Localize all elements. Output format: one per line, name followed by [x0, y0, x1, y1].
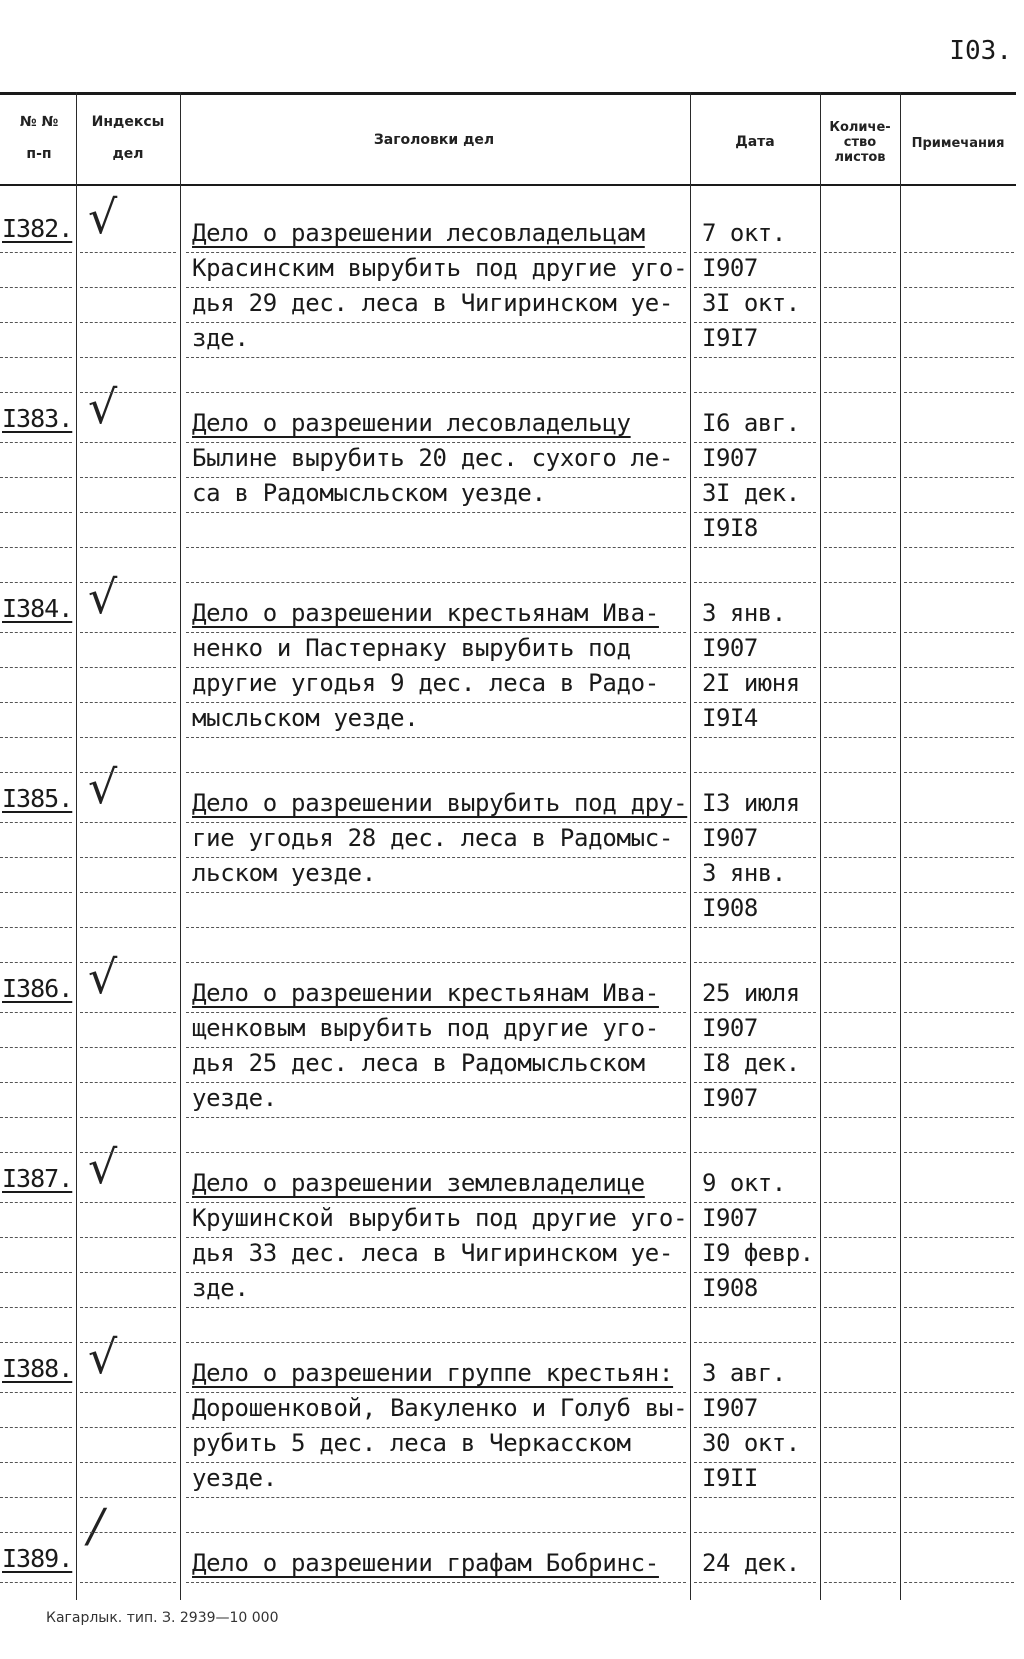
ruled-line — [824, 667, 896, 668]
ruled-line — [904, 1392, 1014, 1393]
ruled-line — [694, 927, 816, 928]
ruled-line — [824, 442, 896, 443]
ruled-line — [80, 702, 176, 703]
header-bottom-border — [0, 184, 1016, 186]
header-sheets: Количе- ство листов — [829, 120, 891, 165]
ruled-line — [0, 477, 72, 478]
ruled-line — [80, 392, 176, 393]
ruled-line — [824, 1427, 896, 1428]
ruled-line — [694, 1117, 816, 1118]
ruled-line — [186, 737, 686, 738]
ruled-line — [904, 1012, 1014, 1013]
ruled-line — [904, 477, 1014, 478]
ruled-line — [186, 1202, 686, 1203]
ruled-line — [186, 1307, 686, 1308]
ruled-line — [0, 632, 72, 633]
ruled-line — [80, 892, 176, 893]
ruled-line — [824, 1342, 896, 1343]
header-date: Дата — [735, 134, 775, 150]
ruled-line — [0, 1012, 72, 1013]
ruled-line — [694, 1427, 816, 1428]
entry-row — [0, 1140, 1016, 1338]
ruled-line — [80, 1392, 176, 1393]
ruled-line — [80, 1532, 176, 1533]
checkmark-icon: √ — [88, 760, 118, 814]
ruled-line — [0, 1342, 72, 1343]
entry-title: Дело о разрешении землевладелице Крушинской вырубить под другие уго- дья 33 дес. леса в Чигиринском уе- зде. — [192, 1169, 688, 1302]
entry-dates: I6 авг. I907 3I дек. I9I8 — [702, 409, 800, 542]
entry-number: I382. — [2, 214, 73, 243]
ruled-line — [186, 1427, 686, 1428]
entry-dates: I3 июля I907 3 янв. I908 — [702, 789, 800, 922]
ruled-line — [0, 927, 72, 928]
header-index: Индексы дел — [91, 114, 165, 162]
ruled-line — [80, 962, 176, 963]
ruled-line — [694, 822, 816, 823]
entry-number: I388. — [2, 1354, 73, 1383]
entry-row — [0, 1498, 1016, 1600]
ruled-line — [824, 1047, 896, 1048]
ruled-line — [824, 1462, 896, 1463]
ruled-line — [80, 1152, 176, 1153]
ruled-line — [80, 1427, 176, 1428]
ruled-line — [904, 547, 1014, 548]
ruled-line — [694, 1272, 816, 1273]
ruled-line — [0, 857, 72, 858]
ruled-line — [186, 892, 686, 893]
ruled-line — [0, 512, 72, 513]
ruled-line — [694, 477, 816, 478]
ruled-line — [80, 737, 176, 738]
ruled-line — [694, 322, 816, 323]
ruled-line — [904, 632, 1014, 633]
ruled-line — [904, 1307, 1014, 1308]
ruled-line — [186, 857, 686, 858]
ruled-line — [0, 1202, 72, 1203]
ruled-line — [904, 1202, 1014, 1203]
ruled-line — [904, 287, 1014, 288]
ruled-line — [824, 252, 896, 253]
entry-row — [0, 190, 1016, 388]
ruled-line — [694, 1497, 816, 1498]
entry-number: I386. — [2, 974, 73, 1003]
ruled-line — [824, 927, 896, 928]
ruled-line — [824, 582, 896, 583]
ruled-line — [824, 737, 896, 738]
ruled-line — [80, 252, 176, 253]
ruled-line — [694, 442, 816, 443]
ruled-line — [694, 547, 816, 548]
ruled-line — [694, 632, 816, 633]
ruled-line — [0, 287, 72, 288]
ruled-line — [0, 1582, 72, 1583]
entry-dates: 3 янв. I907 2I июня I9I4 — [702, 599, 800, 732]
ruled-line — [824, 962, 896, 963]
ruled-line — [694, 772, 816, 773]
ruled-line — [824, 1152, 896, 1153]
ruled-line — [80, 442, 176, 443]
ruled-line — [0, 1152, 72, 1153]
ruled-line — [186, 1462, 686, 1463]
ruled-line — [694, 1392, 816, 1393]
header-title: Заголовки дел — [373, 132, 495, 148]
entry-dates: 9 окт. I907 I9 февр. I908 — [702, 1169, 814, 1302]
ruled-line — [824, 1532, 896, 1533]
ruled-line — [186, 1342, 686, 1343]
ruled-line — [904, 737, 1014, 738]
ruled-line — [824, 392, 896, 393]
entry-row — [0, 950, 1016, 1148]
ruled-line — [694, 1152, 816, 1153]
ruled-line — [694, 892, 816, 893]
ruled-line — [80, 1237, 176, 1238]
ruled-line — [0, 392, 72, 393]
ruled-line — [80, 1047, 176, 1048]
ruled-line — [904, 322, 1014, 323]
entry-row — [0, 1330, 1016, 1528]
ruled-line — [186, 357, 686, 358]
ruled-line — [80, 632, 176, 633]
ruled-line — [186, 962, 686, 963]
ruled-line — [904, 1047, 1014, 1048]
checkmark-icon: √ — [88, 1140, 118, 1194]
ruled-line — [904, 252, 1014, 253]
ruled-line — [904, 1272, 1014, 1273]
ruled-line — [904, 1082, 1014, 1083]
ruled-line — [694, 1462, 816, 1463]
ruled-line — [904, 1532, 1014, 1533]
header-notes: Примечания — [911, 136, 1005, 151]
ruled-line — [904, 1152, 1014, 1153]
ruled-line — [904, 1342, 1014, 1343]
ruled-line — [186, 1272, 686, 1273]
ruled-line — [824, 1272, 896, 1273]
ruled-line — [186, 512, 686, 513]
ruled-line — [0, 582, 72, 583]
ruled-line — [694, 1532, 816, 1533]
entry-dates: 7 окт. I907 3I окт. I9I7 — [702, 219, 800, 352]
ruled-line — [80, 357, 176, 358]
ruled-line — [694, 1237, 816, 1238]
ruled-line — [694, 287, 816, 288]
ruled-line — [904, 667, 1014, 668]
ruled-line — [904, 1237, 1014, 1238]
ruled-line — [186, 1237, 686, 1238]
entry-dates: 25 июля I907 I8 дек. I907 — [702, 979, 800, 1112]
ruled-line — [0, 772, 72, 773]
ruled-line — [694, 1202, 816, 1203]
ruled-line — [824, 1392, 896, 1393]
ruled-line — [694, 1342, 816, 1343]
ruled-line — [694, 1047, 816, 1048]
ruled-line — [0, 357, 72, 358]
ruled-line — [80, 322, 176, 323]
ruled-line — [80, 1307, 176, 1308]
entry-row — [0, 570, 1016, 768]
ruled-line — [186, 1012, 686, 1013]
ruled-line — [80, 1202, 176, 1203]
ruled-line — [80, 1342, 176, 1343]
entry-title: Дело о разрешении лесовладельцам Красинским вырубить под другие уго- дья 29 дес. леса в Чигиринском уе- зде. — [192, 219, 688, 352]
ruled-line — [824, 632, 896, 633]
ruled-line — [904, 1582, 1014, 1583]
ruled-line — [186, 632, 686, 633]
ruled-line — [186, 667, 686, 668]
ruled-line — [824, 547, 896, 548]
ruled-line — [80, 1582, 176, 1583]
ruled-line — [824, 1582, 896, 1583]
entry-row — [0, 380, 1016, 578]
checkmark-icon: √ — [88, 190, 118, 244]
ruled-line — [694, 667, 816, 668]
ruled-line — [824, 512, 896, 513]
ruled-line — [80, 1012, 176, 1013]
ruled-line — [80, 1462, 176, 1463]
entry-dates: 24 дек. — [702, 1549, 800, 1577]
entry-title: Дело о разрешении крестьянам Ива- ненко и Пастернаку вырубить под другие угодья 9 дес. леса в Радо- мысльском уезде. — [192, 599, 659, 732]
ruled-line — [0, 1462, 72, 1463]
ruled-line — [694, 512, 816, 513]
ruled-line — [0, 962, 72, 963]
ruled-line — [80, 512, 176, 513]
ruled-line — [904, 582, 1014, 583]
ruled-line — [904, 772, 1014, 773]
ruled-line — [186, 1497, 686, 1498]
ruled-line — [824, 1082, 896, 1083]
ruled-line — [80, 1272, 176, 1273]
ruled-line — [694, 1082, 816, 1083]
ruled-line — [186, 1532, 686, 1533]
ruled-line — [186, 442, 686, 443]
ruled-line — [904, 442, 1014, 443]
ruled-line — [80, 582, 176, 583]
ruled-line — [824, 1237, 896, 1238]
ruled-line — [904, 1117, 1014, 1118]
ruled-line — [824, 287, 896, 288]
ruled-line — [904, 392, 1014, 393]
ruled-line — [0, 547, 72, 548]
ruled-line — [80, 667, 176, 668]
entry-number: I385. — [2, 784, 73, 813]
ruled-line — [0, 252, 72, 253]
ruled-line — [694, 702, 816, 703]
ruled-line — [0, 1392, 72, 1393]
ruled-line — [186, 1582, 686, 1583]
entry-title: Дело о разрешении графам Бобринс- — [192, 1549, 659, 1577]
ruled-line — [186, 582, 686, 583]
ruled-line — [80, 287, 176, 288]
entry-dates: 3 авг. I907 30 окт. I9II — [702, 1359, 800, 1492]
ruled-line — [0, 1272, 72, 1273]
ruled-line — [824, 772, 896, 773]
ruled-line — [80, 1497, 176, 1498]
printer-imprint: Кагарлык. тип. З. 2939—10 000 — [46, 1610, 279, 1626]
ruled-line — [186, 1152, 686, 1153]
ruled-line — [186, 252, 686, 253]
ruled-line — [904, 1462, 1014, 1463]
ruled-line — [904, 1497, 1014, 1498]
entry-row — [0, 760, 1016, 958]
ruled-line — [0, 737, 72, 738]
ruled-line — [0, 1532, 72, 1533]
ruled-line — [186, 1047, 686, 1048]
ruled-line — [186, 392, 686, 393]
ruled-line — [80, 1082, 176, 1083]
entry-number: I387. — [2, 1164, 73, 1193]
ruled-line — [694, 857, 816, 858]
ruled-line — [824, 1497, 896, 1498]
ruled-line — [824, 857, 896, 858]
ruled-line — [824, 1307, 896, 1308]
ruled-line — [186, 927, 686, 928]
entry-title: Дело о разрешении лесовладельцу Былине вырубить 20 дес. сухого ле- са в Радомысльском уезде. — [192, 409, 674, 507]
ruled-line — [0, 1117, 72, 1118]
checkmark-icon: / — [88, 1498, 104, 1552]
ruled-line — [824, 822, 896, 823]
entry-title: Дело о разрешении вырубить под дру- гие угодья 28 дес. леса в Радомыс- льском уезде. — [192, 789, 688, 887]
ruled-line — [904, 892, 1014, 893]
ruled-line — [0, 1082, 72, 1083]
ruled-line — [824, 1202, 896, 1203]
entry-number: I384. — [2, 594, 73, 623]
ruled-line — [186, 477, 686, 478]
checkmark-icon: √ — [88, 950, 118, 1004]
ruled-line — [80, 822, 176, 823]
ruled-line — [186, 702, 686, 703]
ruled-line — [904, 512, 1014, 513]
ruled-line — [80, 772, 176, 773]
ruled-line — [186, 1392, 686, 1393]
ruled-line — [694, 252, 816, 253]
ruled-line — [0, 822, 72, 823]
ruled-line — [824, 322, 896, 323]
ruled-line — [694, 392, 816, 393]
ruled-line — [0, 1307, 72, 1308]
ruled-line — [186, 1082, 686, 1083]
ruled-line — [904, 927, 1014, 928]
ruled-line — [0, 1497, 72, 1498]
entry-number: I389. — [2, 1544, 73, 1573]
entry-number: I383. — [2, 404, 73, 433]
ruled-line — [904, 702, 1014, 703]
ruled-line — [186, 1117, 686, 1118]
ruled-line — [694, 1307, 816, 1308]
ruled-line — [0, 322, 72, 323]
ruled-line — [0, 667, 72, 668]
ruled-line — [904, 357, 1014, 358]
page-number: I03. — [949, 36, 1012, 66]
ruled-line — [186, 547, 686, 548]
ruled-line — [824, 702, 896, 703]
ruled-line — [0, 892, 72, 893]
checkmark-icon: √ — [88, 570, 118, 624]
header-number: № № п-п — [19, 114, 59, 162]
ruled-line — [80, 477, 176, 478]
ruled-line — [186, 322, 686, 323]
register-table — [0, 92, 1016, 1600]
ruled-line — [80, 1117, 176, 1118]
ruled-line — [694, 357, 816, 358]
ruled-line — [824, 357, 896, 358]
entry-title: Дело о разрешении группе крестьян: Дорошенковой, Вакуленко и Голуб вы- рубить 5 дес. леса в Черкасском уезде. — [192, 1359, 688, 1492]
checkmark-icon: √ — [88, 1330, 118, 1384]
ruled-line — [694, 962, 816, 963]
table-top-border — [0, 92, 1016, 95]
ruled-line — [694, 1582, 816, 1583]
checkmark-icon: √ — [88, 380, 118, 434]
ruled-line — [0, 1237, 72, 1238]
ruled-line — [904, 1427, 1014, 1428]
ruled-line — [186, 822, 686, 823]
ruled-line — [694, 1012, 816, 1013]
ruled-line — [694, 737, 816, 738]
ruled-line — [0, 1427, 72, 1428]
ruled-line — [904, 857, 1014, 858]
ruled-line — [904, 962, 1014, 963]
ruled-line — [0, 702, 72, 703]
entry-title: Дело о разрешении крестьянам Ива- щенковым вырубить под другие уго- дья 25 дес. леса в Радомысльском уезде. — [192, 979, 659, 1112]
ruled-line — [694, 582, 816, 583]
ruled-line — [186, 772, 686, 773]
ruled-line — [0, 442, 72, 443]
ruled-line — [80, 857, 176, 858]
ruled-line — [824, 477, 896, 478]
ruled-line — [80, 547, 176, 548]
ruled-line — [824, 892, 896, 893]
ruled-line — [80, 927, 176, 928]
ruled-line — [904, 822, 1014, 823]
ruled-line — [824, 1117, 896, 1118]
ruled-line — [824, 1012, 896, 1013]
ruled-line — [186, 287, 686, 288]
ruled-line — [0, 1047, 72, 1048]
